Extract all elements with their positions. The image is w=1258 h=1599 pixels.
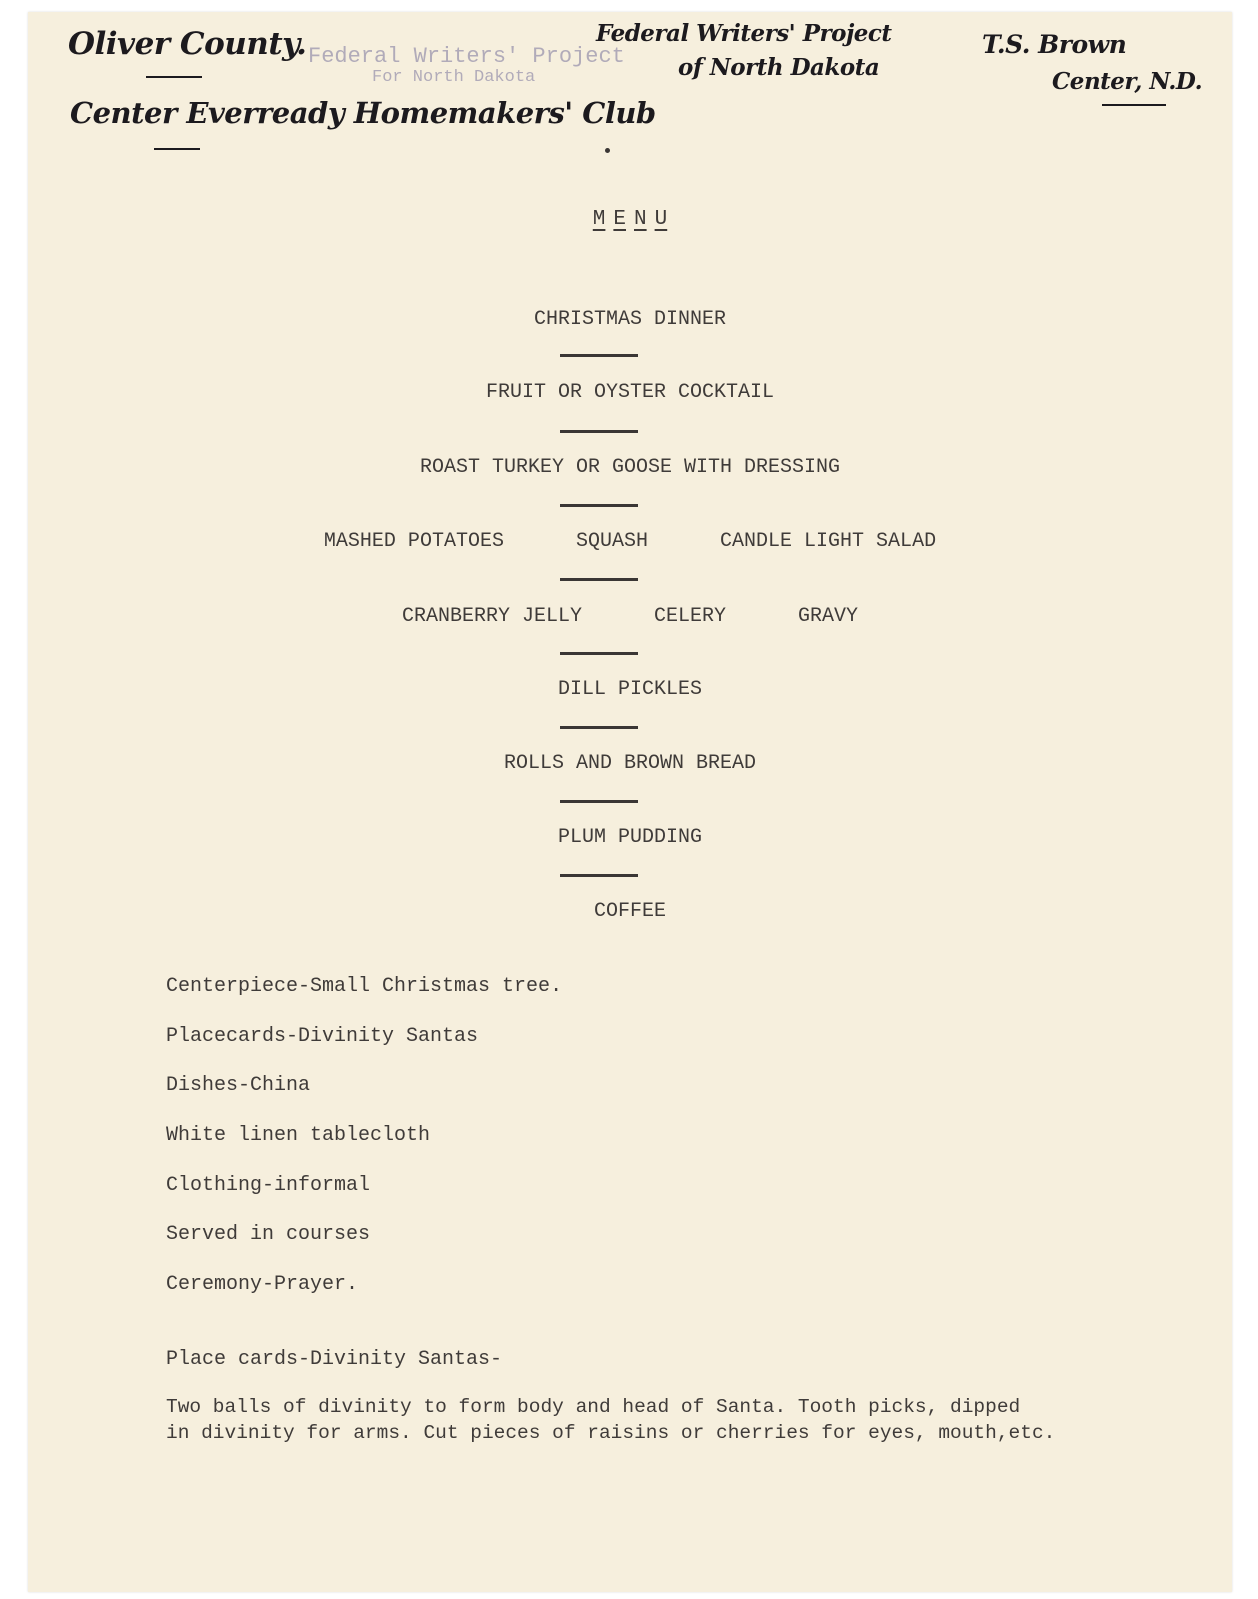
menu-item: PLUM PUDDING	[557, 826, 703, 849]
note-line: Centerpiece-Small Christmas tree.	[166, 975, 563, 998]
menu-course	[28, 456, 1232, 479]
menu-course	[28, 530, 1232, 553]
handwritten-project-line1: Federal Writers' Project	[596, 20, 892, 47]
separator-rule	[560, 800, 638, 803]
note-line: Ceremony-Prayer.	[166, 1273, 359, 1296]
menu-title	[28, 208, 1232, 231]
menu-course	[28, 826, 1232, 849]
menu-course	[28, 605, 1232, 628]
document-page	[28, 12, 1232, 1592]
menu-course	[28, 678, 1232, 701]
note-line: Served in courses	[166, 1223, 371, 1246]
separator-rule	[560, 874, 638, 877]
menu-item: ROLLS AND BROWN BREAD	[503, 752, 757, 775]
separator-rule	[560, 652, 638, 655]
menu-item: GRAVY	[798, 605, 859, 628]
separator-rule	[560, 504, 638, 507]
handwritten-author-place: Center, N.D.	[1052, 68, 1203, 95]
menu-course	[28, 900, 1232, 923]
menu-title-letter: U	[654, 208, 668, 231]
menu-item: FRUIT OR OYSTER COCKTAIL	[485, 381, 775, 404]
place-cards-heading: Place cards-Divinity Santas-	[166, 1348, 503, 1371]
handwritten-underline	[154, 148, 200, 150]
handwritten-county: Oliver County.	[68, 26, 307, 62]
handwritten-author-name: T.S. Brown	[982, 30, 1127, 59]
menu-item: MASHED POTATOES	[323, 530, 504, 553]
place-cards-line: Two balls of divinity to form body and head of Santa. Tooth picks, dipped	[166, 1396, 1021, 1418]
menu-title-letter: N	[634, 208, 647, 231]
note-line: White linen tablecloth	[166, 1124, 431, 1147]
menu-course	[28, 381, 1232, 404]
place-cards-line: in divinity for arms. Cut pieces of raisins or cherries for eyes, mouth,etc.	[166, 1422, 1056, 1444]
separator-rule	[560, 430, 638, 433]
handwritten-project-line2: of North Dakota	[678, 54, 880, 81]
menu-title-letter: E	[613, 208, 626, 231]
menu-item: DILL PICKLES	[557, 678, 703, 701]
menu-title-letter: M	[592, 208, 606, 231]
ink-dot	[605, 148, 610, 153]
menu-course	[28, 752, 1232, 775]
note-line: Placecards-Divinity Santas	[166, 1025, 479, 1048]
note-line: Dishes-China	[166, 1074, 311, 1097]
menu-item: COFFEE	[593, 900, 666, 923]
note-line: Clothing-informal	[166, 1174, 371, 1197]
separator-rule	[560, 354, 638, 357]
menu-item: CRANBERRY JELLY	[401, 605, 582, 628]
handwritten-underline	[146, 76, 202, 78]
separator-rule	[560, 578, 638, 581]
menu-item: CELERY	[654, 605, 727, 628]
separator-rule	[560, 726, 638, 729]
menu-item: SQUASH	[575, 530, 648, 553]
menu-item: ROAST TURKEY OR GOOSE WITH DRESSING	[419, 456, 841, 479]
menu-heading: CHRISTMAS DINNER	[533, 308, 727, 331]
stamp-line1: Federal Writers' Project	[308, 44, 625, 69]
handwritten-underline	[1102, 104, 1166, 106]
menu-item: CANDLE LIGHT SALAD	[720, 530, 937, 553]
handwritten-club: Center Everready Homemakers' Club	[70, 96, 656, 130]
stamp-line2: For North Dakota	[372, 68, 536, 87]
